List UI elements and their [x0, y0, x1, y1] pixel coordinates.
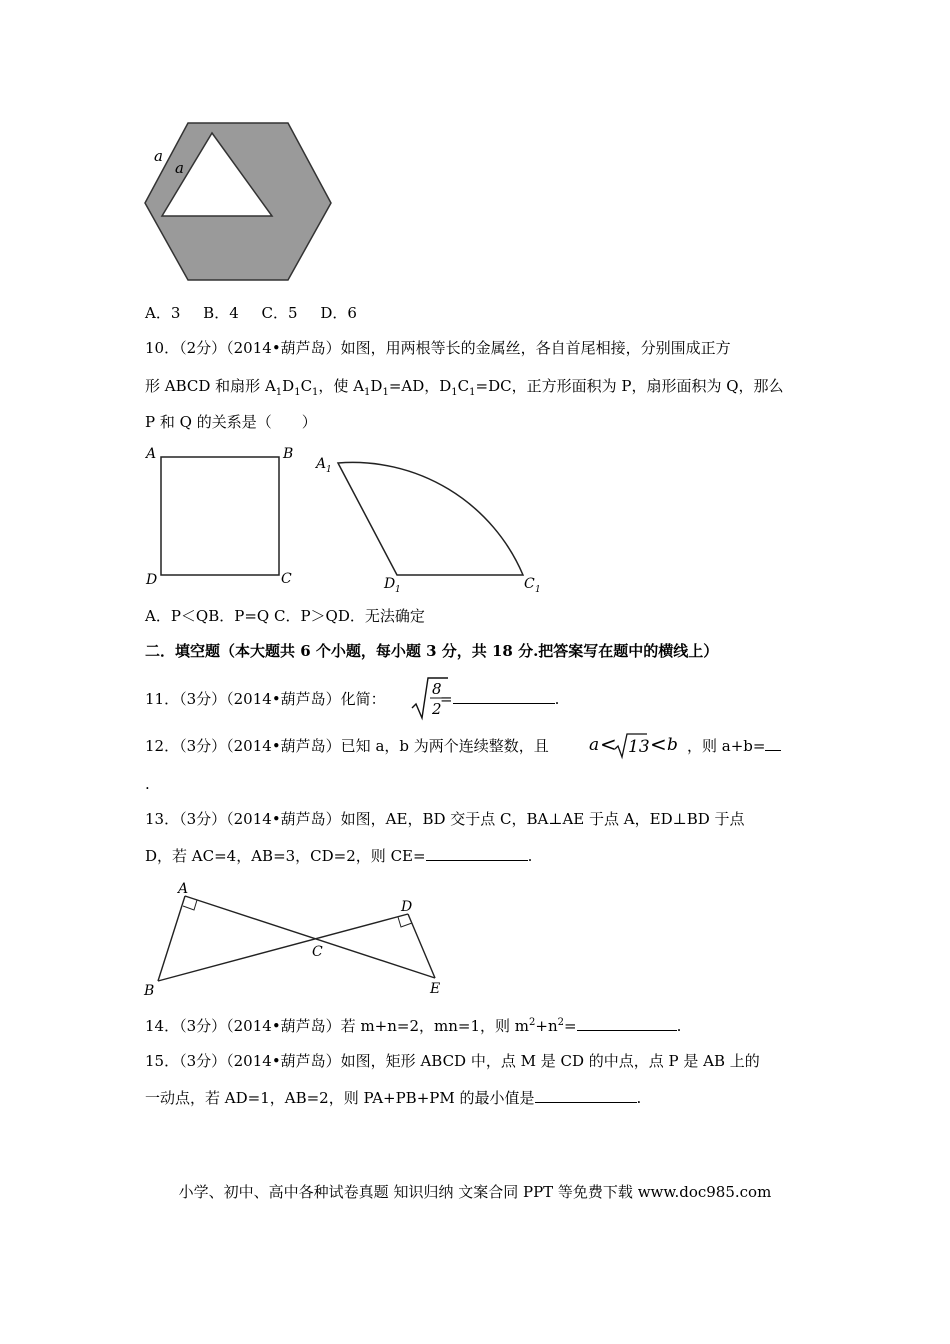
q14-source: （2014•葫芦岛） — [226, 1017, 341, 1035]
q11-numerator: 8 — [432, 680, 442, 698]
q9-options — [145, 303, 375, 323]
q10-text-2b: D — [282, 377, 295, 395]
q12-inequality — [587, 730, 687, 760]
q14-text-c: = — [563, 1017, 577, 1035]
q12-answer-blank[interactable] — [765, 736, 781, 751]
q15-score: （3分） — [179, 1052, 227, 1070]
q12-radicand: 13 — [628, 737, 650, 757]
q12-number: 12． — [145, 737, 180, 755]
q10-options-text[interactable]: A．P＜QB．P=Q C．P＞QD．无法确定 — [145, 607, 425, 625]
q10-sector-label-d1-sub: 1 — [395, 585, 401, 595]
q10-source: （2014•葫芦岛） — [226, 339, 341, 357]
q12-score: （3分） — [179, 737, 227, 755]
q14-text-a: 若 m+n=2，mn=1，则 m — [340, 1017, 529, 1035]
q9-option-a[interactable]: A．3 — [145, 304, 181, 322]
q12-answer — [687, 736, 781, 756]
q10-sector-label-c1-sub: 1 — [535, 585, 541, 595]
q11-equals: = — [440, 690, 453, 708]
q14-sup-1: 2 — [529, 1017, 536, 1028]
q14-end: . — [676, 1017, 682, 1035]
q10-sector-figure — [310, 440, 560, 600]
q13-text-2: D，若 AC=4，AB=3，CD=2，则 CE= — [145, 847, 426, 865]
q12-b: b — [667, 735, 678, 755]
q11-end: . — [554, 690, 560, 708]
q12-a: a — [589, 735, 600, 755]
section2-heading — [145, 641, 718, 661]
q10-text-3: P 和 Q 的关系是（ ） — [145, 413, 317, 431]
sub-1: 1 — [469, 387, 476, 398]
sub-1: 1 — [451, 387, 458, 398]
q12-text: 已知 a，b 为两个连续整数，且 — [340, 737, 549, 755]
q10-score: （2分） — [179, 339, 227, 357]
q13-number: 13． — [145, 810, 180, 828]
q10-sector-label-d1: D — [384, 576, 396, 592]
q13-end: . — [527, 847, 533, 865]
q14-score: （3分） — [179, 1017, 227, 1035]
q10-sector-label-a1: A — [316, 456, 327, 472]
q10-text-1: 如图，用两根等长的金属丝，各自首尾相接，分别围成正方 — [340, 339, 731, 357]
q15-end: . — [636, 1089, 642, 1107]
q13-label-d: D — [401, 899, 413, 915]
q10-text-2c: C — [300, 377, 313, 395]
q10-line3 — [145, 412, 317, 432]
q13-text-1: 如图，AE，BD 交于点 C，BA⊥AE 于点 A，ED⊥BD 于点 — [340, 810, 745, 828]
q15-line2 — [145, 1088, 641, 1108]
q15-line1 — [145, 1051, 760, 1071]
q10-text-2f: =AD，D — [388, 377, 452, 395]
q10-square-label-a: A — [146, 446, 157, 462]
q9-label-inner-a: a — [175, 159, 184, 177]
q15-text-1: 如图，矩形 ABCD 中，点 M 是 CD 的中点，点 P 是 AB 上的 — [340, 1052, 760, 1070]
q15-number: 15． — [145, 1052, 180, 1070]
q12-end-line — [145, 774, 150, 794]
q13-figure — [140, 878, 460, 1003]
q10-sector-label-c1: C — [524, 576, 535, 592]
q10-square-label-b: B — [283, 446, 294, 462]
sub-1: 1 — [275, 387, 283, 398]
q14-answer-blank[interactable] — [577, 1016, 677, 1031]
q9-option-d[interactable]: D．6 — [320, 304, 357, 322]
q10-square-label-c: C — [281, 571, 292, 587]
q13-label-b: B — [144, 983, 155, 999]
q11-source: （2014•葫芦岛） — [226, 690, 341, 708]
q12-lt1: < — [600, 732, 617, 756]
q9-hexagon-figure — [140, 115, 340, 285]
q10-number: 10． — [145, 339, 180, 357]
q9-option-b[interactable]: B．4 — [203, 304, 239, 322]
q10-line2 — [145, 376, 784, 399]
q15-text-2: 一动点，若 AD=1，AB=2，则 PA+PB+PM 的最小值是 — [145, 1089, 535, 1107]
q10-line1 — [145, 338, 731, 358]
q10-options — [145, 606, 425, 626]
q13-label-a: A — [178, 881, 189, 897]
q11-score: （3分） — [179, 690, 227, 708]
q15-answer-blank[interactable] — [535, 1088, 637, 1103]
sub-1: 1 — [312, 387, 319, 398]
sub-1: 1 — [364, 387, 371, 398]
q10-text-2d: ，使 A — [318, 377, 365, 395]
q10-text-2h: =DC，正方形面积为 P，扇形面积为 Q，那么 — [475, 377, 784, 395]
q14-text-b: +n — [535, 1017, 558, 1035]
q11-answer-blank[interactable] — [453, 689, 555, 704]
q13-label-e: E — [430, 981, 441, 997]
footer-text[interactable]: 小学、初中、高中各种试卷真题 知识归纳 文案合同 PPT 等免费下载 www.doc985.com — [178, 1183, 772, 1201]
q10-square-label-d: D — [146, 572, 158, 588]
q13-line1 — [145, 809, 745, 829]
page-footer — [0, 1181, 950, 1202]
q10-text-2e: D — [370, 377, 383, 395]
q13-label-c: C — [312, 944, 323, 960]
sub-1: 1 — [382, 387, 389, 398]
q10-square-figure — [140, 440, 310, 595]
q12-source: （2014•葫芦岛） — [226, 737, 341, 755]
q9-option-c[interactable]: C．5 — [261, 304, 298, 322]
q13-line2 — [145, 846, 532, 866]
q13-answer-blank[interactable] — [426, 846, 528, 861]
q14-line — [145, 1016, 681, 1039]
q11-answer — [440, 689, 559, 709]
q12-line — [145, 736, 549, 756]
q14-number: 14． — [145, 1017, 180, 1035]
q13-score: （3分） — [179, 810, 227, 828]
q11-text: 化简： — [340, 690, 386, 708]
q15-source: （2014•葫芦岛） — [226, 1052, 341, 1070]
q11-line — [145, 689, 386, 709]
q10-text-2g: C — [457, 377, 470, 395]
section2-heading-text: 二．填空题（本大题共 6 个小题，每小题 3 分，共 18 分.把答案写在题中的横线上） — [145, 642, 719, 660]
q12-tail: ，则 a+b= — [687, 737, 766, 755]
q13-source: （2014•葫芦岛） — [226, 810, 341, 828]
sub-1: 1 — [294, 387, 301, 398]
q10-text-2a: 形 ABCD 和扇形 A — [145, 377, 276, 395]
q11-denominator: 2 — [432, 700, 442, 718]
q12-lt2: < — [650, 732, 667, 756]
q14-sup-2: 2 — [557, 1017, 564, 1028]
q10-sector-label-a1-sub: 1 — [326, 465, 332, 475]
q11-number: 11． — [145, 690, 180, 708]
q9-label-outer-a: a — [154, 147, 163, 165]
q12-end: . — [145, 775, 150, 793]
